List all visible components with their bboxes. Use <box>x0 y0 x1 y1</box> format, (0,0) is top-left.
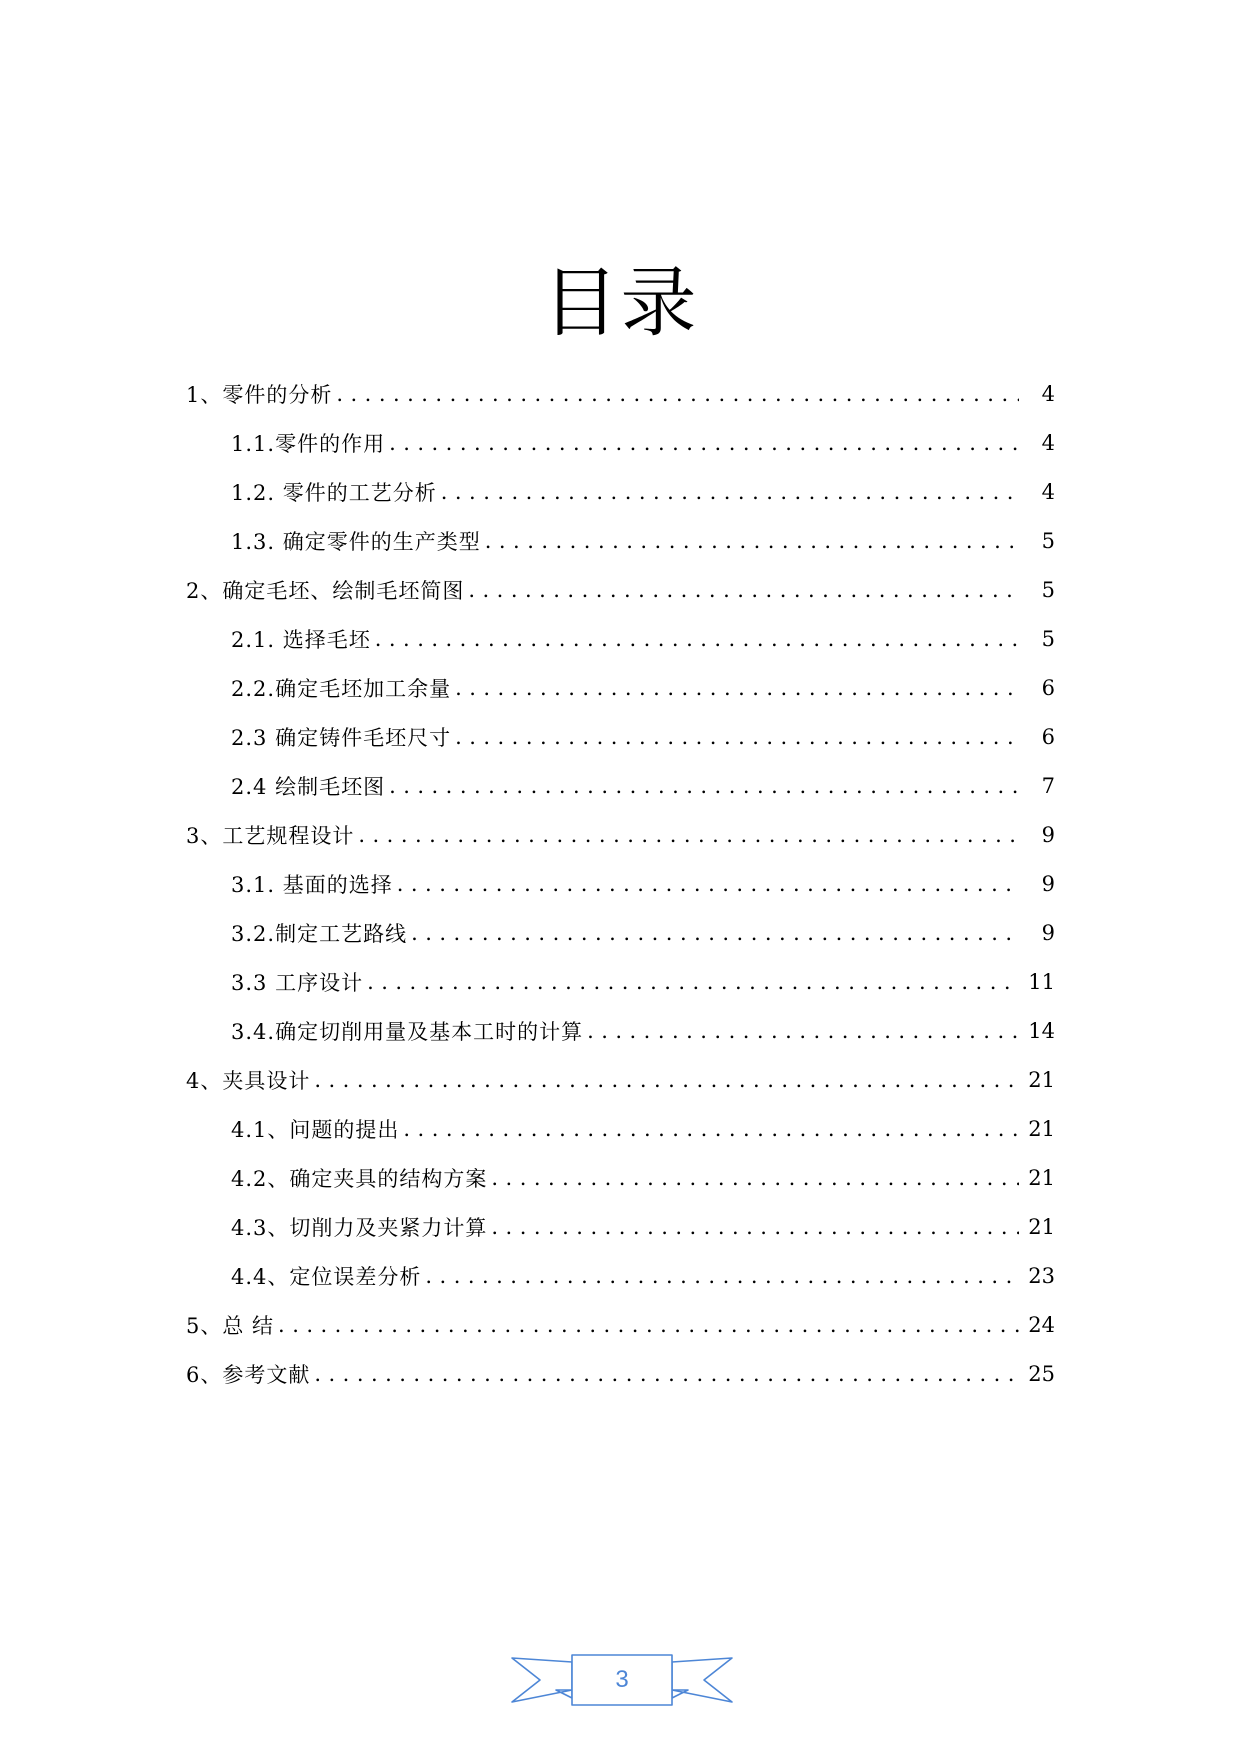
toc-entry[interactable] <box>0 761 1241 810</box>
toc-entry-page: 5 <box>1041 577 1055 602</box>
toc-leader-dots <box>491 1215 1019 1239</box>
toc-leader-dots <box>389 431 1019 455</box>
toc-entry-page: 23 <box>1028 1263 1055 1288</box>
toc-entry-page: 21 <box>1028 1165 1055 1190</box>
toc-leader-dots <box>314 1068 1019 1092</box>
toc-entry[interactable] <box>0 1202 1241 1251</box>
toc-entry[interactable] <box>0 516 1241 565</box>
toc-entry-page: 25 <box>1028 1361 1055 1386</box>
toc-entry-page: 9 <box>1041 871 1055 896</box>
toc-entry[interactable] <box>0 1006 1241 1055</box>
toc-entry[interactable] <box>0 663 1241 712</box>
toc-entry[interactable] <box>0 565 1241 614</box>
toc-entry-page: 9 <box>1041 822 1055 847</box>
toc-entry[interactable] <box>0 1055 1241 1104</box>
toc-entry[interactable] <box>0 614 1241 663</box>
toc-entry-label: 4、夹具设计 <box>186 1068 311 1093</box>
toc-leader-dots <box>425 1264 1019 1288</box>
toc-entry-label: 3.2.制定工艺路线 <box>231 921 408 946</box>
toc-entry-label: 2.4 绘制毛坯图 <box>231 774 386 799</box>
toc-entry-page: 21 <box>1028 1067 1055 1092</box>
toc-entry[interactable] <box>0 1104 1241 1153</box>
toc-entry[interactable] <box>0 467 1241 516</box>
toc-entry-page: 21 <box>1028 1116 1055 1141</box>
toc-entry[interactable] <box>0 908 1241 957</box>
toc-entry-page: 5 <box>1041 528 1055 553</box>
toc-entry-label: 1.2. 零件的工艺分析 <box>231 480 437 505</box>
page-number: 3 <box>615 1666 629 1693</box>
toc-entry-page: 5 <box>1041 626 1055 651</box>
toc-leader-dots <box>278 1313 1019 1337</box>
toc-leader-dots <box>389 774 1019 798</box>
toc-entry[interactable] <box>0 859 1241 908</box>
toc-entry[interactable] <box>0 810 1241 859</box>
toc-leader-dots <box>397 872 1019 896</box>
toc-entry-page: 4 <box>1041 381 1055 406</box>
toc-entry-label: 4.2、确定夹具的结构方案 <box>231 1166 488 1191</box>
toc-entry-label: 4.1、问题的提出 <box>231 1117 400 1142</box>
toc-leader-dots <box>411 921 1019 945</box>
toc-entry-label: 4.4、定位误差分析 <box>231 1264 422 1289</box>
toc-leader-dots <box>314 1362 1019 1386</box>
toc-entry-page: 21 <box>1028 1214 1055 1239</box>
toc-entry[interactable] <box>0 957 1241 1006</box>
toc-entry-label: 3、工艺规程设计 <box>186 823 355 848</box>
toc-entry[interactable] <box>0 712 1241 761</box>
toc-entry-page: 6 <box>1041 675 1055 700</box>
toc-entry-label: 2.3 确定铸件毛坯尺寸 <box>231 725 452 750</box>
toc-entry-page: 7 <box>1041 773 1055 798</box>
toc-leader-dots <box>587 1019 1019 1043</box>
toc-entry-label: 3.4.确定切削用量及基本工时的计算 <box>231 1019 584 1044</box>
toc-leader-dots <box>358 823 1019 847</box>
toc-entry-page: 9 <box>1041 920 1055 945</box>
toc-entry[interactable] <box>0 369 1241 418</box>
toc-leader-dots <box>485 529 1019 553</box>
toc-leader-dots <box>455 676 1019 700</box>
toc-entry[interactable] <box>0 418 1241 467</box>
toc-entry[interactable] <box>0 1153 1241 1202</box>
toc-entry-page: 4 <box>1041 430 1055 455</box>
toc-entry-label: 6、参考文献 <box>186 1362 311 1387</box>
toc-list <box>0 369 1241 1398</box>
toc-entry-label: 2.2.确定毛坯加工余量 <box>231 676 452 701</box>
toc-leader-dots <box>441 480 1019 504</box>
toc-entry[interactable] <box>0 1349 1241 1398</box>
page-title: 目录 <box>542 258 699 347</box>
toc-entry-page: 4 <box>1041 479 1055 504</box>
toc-leader-dots <box>455 725 1019 749</box>
toc-entry-label: 1.3. 确定零件的生产类型 <box>231 529 481 554</box>
toc-entry-label: 4.3、切削力及夹紧力计算 <box>231 1215 488 1240</box>
toc-entry-label: 2、确定毛坯、绘制毛坯简图 <box>186 578 465 603</box>
toc-entry-page: 24 <box>1028 1312 1055 1337</box>
toc-entry-page: 14 <box>1028 1018 1055 1043</box>
toc-entry-label: 3.1. 基面的选择 <box>231 872 393 897</box>
toc-entry-page: 11 <box>1028 969 1055 994</box>
toc-entry-page: 6 <box>1041 724 1055 749</box>
toc-entry-label: 3.3 工序设计 <box>231 970 364 995</box>
toc-leader-dots <box>336 382 1019 406</box>
toc-entry[interactable] <box>0 1251 1241 1300</box>
toc-leader-dots <box>367 970 1019 994</box>
toc-entry-label: 1.1.零件的作用 <box>231 431 386 456</box>
toc-leader-dots <box>491 1166 1019 1190</box>
toc-entry-label: 1、零件的分析 <box>186 382 333 407</box>
toc-leader-dots <box>403 1117 1019 1141</box>
toc-entry[interactable] <box>0 1300 1241 1349</box>
toc-entry-label: 5、总 结 <box>186 1313 275 1338</box>
toc-entry-label: 2.1. 选择毛坯 <box>231 627 371 652</box>
toc-leader-dots <box>375 627 1019 651</box>
toc-leader-dots <box>468 578 1019 602</box>
